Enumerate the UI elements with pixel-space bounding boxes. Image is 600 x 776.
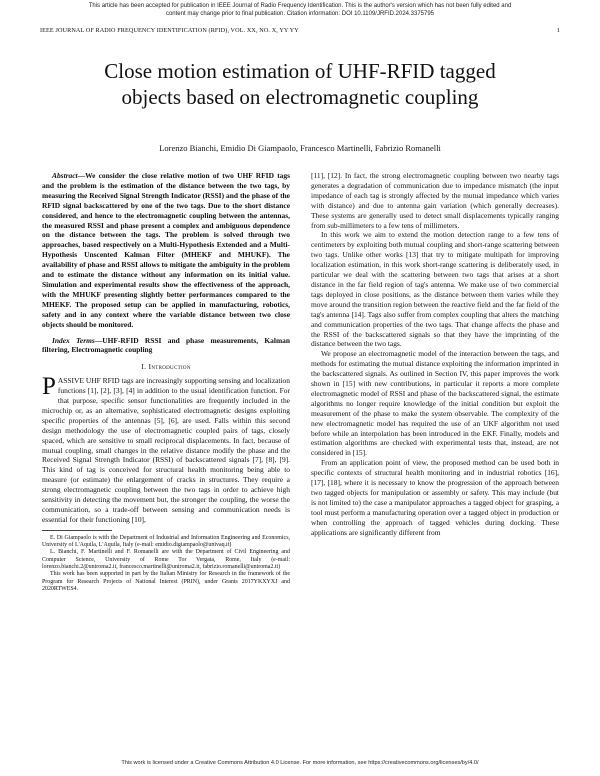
- section-heading-introduction: I. Introduction: [141, 362, 191, 372]
- index-terms-text: UHF-RFID RSSI and phase measurements, Kalman filtering, Electromagnetic coupling: [42, 335, 290, 355]
- paper-title: [30, 58, 570, 110]
- banner-line-2: content may change prior to final publication. Citation information: DOI 10.1109/JRFID.2024.3375795: [165, 11, 435, 17]
- intro-lead-word: ASSIVE: [57, 376, 84, 386]
- body-paragraph-4: From an application point of view, the proposed method can be used both in specific contexts of structural health monitoring and in industrial robotics [16], [17], [18], where it is necessary to know the progression of the approach between two tagged objects for manipulation or assembly or safety. This may include (but is not limited to) the case a manipulator approaches a tagged object for grasping, a tool must perform a manufacturing operation over a tagged object in production or when controlling the approach of tagged vehicles during docking. These applications are significantly different from: [311, 458, 559, 537]
- journal-header: IEEE JOURNAL OF RADIO FREQUENCY IDENTIFICATION (RFID), VOL. XX, NO. X, YY YY: [40, 27, 299, 34]
- body-paragraph-3: We propose an electromagnetic model of the interaction between the tags, and methods for estimating the mutual distance exploiting the information imprinted in the backscattered signals. As outlined in Section IV, this paper improves the work shown in [15] with new contributions, in particular it reports a more complete electromagnetic model of RSSI and phase of the backscattered signal, the estimate algorithms no longer require knowledge of the initial condition but exploit the measurement of the phase to make the system observable. The complexity of the new electromagnetic model has required the use of an UKF algorithm not used before while an interpolation has been introduced in the EKF. Finally, models and estimation algorithms are checked with experimental tests that, instead, are not considered in [15].: [311, 349, 559, 458]
- body-paragraph-1: [11], [12]. In fact, the strong electromagnetic coupling between two nearby tags generates a degradation of communication due to impedance mismatch (the input impedance of each tag is strongly affected by the mutual impedance which varies with distance) and due to antenna gain variation (which generally decreases). These systems are generally used to detect small displacements typically ranging from sub-millimeters to a few tens of millimeters.: [311, 171, 559, 230]
- drop-cap: P: [42, 373, 56, 401]
- title-line-2: objects based on electromagnetic coupling: [121, 85, 479, 109]
- banner-line-1: This article has been accepted for publication in IEEE Journal of Radio Frequency Identification. This is the author's version which has not been fully edited and: [88, 3, 512, 9]
- abstract: Abstract—We consider the close relative motion of two UHF RFID tags and the problem is the estimation of the distance between the two tags, by measuring the Received Signal Strength Indicator (RSSI) and the phase of the RFID signal backscattered by one of the two tags. Due to the short distance considered, and hence to the electromagnetic coupling between the antennas, the measured RSSI and phase present a complex and ambiguous dependence on the distance between the tags. The problem is solved through two approaches, based respectively on a Multi-Hypothesis Extended and a Multi-Hypothesis Unscented Kalman Filter (MHEKF and MHUKF). The availability of phase and RSSI allows to mitigate the ambiguity in the problem and to estimate the distance without any information on its initial value. Simulation and experimental results show the effectiveness of the approach, with the MHUKF presenting slightly better performances compared to the MHEKF. The proposed setup can be applied in manufacturing, robotics, safety and in any context where the variable distance between two close objects should be monitored.: [42, 171, 290, 329]
- index-terms-label: Index Terms: [52, 335, 95, 345]
- right-column: [311, 171, 559, 538]
- intro-paragraph: [42, 373, 290, 525]
- abstract-label: Abstract: [52, 171, 78, 180]
- left-column: [42, 171, 290, 593]
- page-number: 1: [556, 27, 560, 34]
- footnote-divider: [42, 530, 112, 531]
- body-paragraph-2: In this work we aim to extend the motion detection range to a few tens of centimeters by exploiting both mutual coupling and short-range scattering between two tags. Unlike other works [13] that try to mitigate multipath for improving localization estimation, in this work short-range scattering is deliberately used, in particular we deal with the scattering between two tags that arises at a short distance in the far field region of tag's antenna. We make use of two commercial tags deployed in close positions, as the distance between them varies while they move around the transition region between the reactive field and the far field of the tag's antenna [14]. Tags also suffer from complex coupling that alters the matching and communication properties of the two tags. That change affects the phase and the RSSI of the backscattered signals so that they have the imprinting of the distance between the two tags.: [311, 230, 559, 349]
- footnote-funding: This work has been supported in part by the Italian Ministry for Research in the framework of the Program for Research Projects of National Interest (PRIN), under Grants 2017YKXYXJ and 2020RTWES4.: [42, 571, 290, 592]
- intro-paragraph-text: UHF RFID tags are increasingly supporting sensing and localization functions [1], [2], [3], [4] in addition to the usual identification function. For that purpose, specific sensor functionalities are frequently included in the microchip or, as an alternative, sophisticated electromagnetic designs exploiting specific properties of the antennas [5], [6], are used. Falls within this second design methodology the use of electromagnetic coupled pairs of tags, closely spaced, which are sensitive to small reciprocal displacements. In fact, because of mutual coupling, small changes in the relative distance modify the phase and the Received Signal Strength Indicator (RSSI) of backscattered signals [7], [8], [9]. This kind of tag is conceived for structural health monitoring being able to measure (or estimate) the enlargement of cracks in structures. They require a strong electromagnetic coupling between the two tags in order to achieve high sensitivity in detecting the movement but, the stronger the coupling, the worse the communication, so a trade-off between sensing and communication needs is essential for their functioning [10],: [42, 376, 290, 524]
- index-terms: Index Terms—UHF-RFID RSSI and phase measurements, Kalman filtering, Electromagnetic coupling: [42, 335, 290, 355]
- footnote-affiliation-2: L. Bianchi, F. Martinelli and F. Romanelli are with the Department of Civil Engineering and Computer Science, University of Rome Tor Vergata, Rome, Italy (e-mail: lorenzo.bianchi.2@uniroma2.it, francesco.martinelli@uniroma2.it, fabrizio.romanelli@uniroma2.it): [42, 549, 290, 570]
- license-footer: This work is licensed under a Creative Commons Attribution 4.0 License. For more information, see https://creativecommons.org/licenses/by/4.0/: [121, 760, 479, 766]
- footnote-affiliation-1: E. Di Giampaolo is with the Department of Industrial and Information Engineering and Economics, University of L'Aquila, L'Aquila, Italy (e-mail: emidio.digiampaolo@univaq.it): [42, 534, 290, 549]
- abstract-text: We consider the close relative motion of two UHF RFID tags and the problem is the estimation of the distance between the two tags, by measuring the Received Signal Strength Indicator (RSSI) and the phase of the RFID signal backscattered by one of the two tags. Due to the short distance considered, and hence to the electromagnetic coupling between the antennas, the measured RSSI and phase present a complex and ambiguous dependence on the distance between the tags. The problem is solved through two approaches, based respectively on a Multi-Hypothesis Extended and a Multi-Hypothesis Unscented Kalman Filter (MHEKF and MHUKF). The availability of phase and RSSI allows to mitigate the ambiguity in the problem and to estimate the distance without any information on its initial value. Simulation and experimental results show the effectiveness of the approach, with the MHUKF presenting slightly better performances compared to the MHEKF. The proposed setup can be applied in manufacturing, robotics, safety and in any context where the variable distance between two close objects should be monitored.: [42, 171, 290, 329]
- title-line-1: Close motion estimation of UHF-RFID tagged: [104, 59, 496, 83]
- publication-banner: [0, 2, 600, 18]
- author-list: Lorenzo Bianchi, Emidio Di Giampaolo, Francesco Martinelli, Fabrizio Romanelli: [159, 143, 441, 153]
- running-head: [40, 27, 560, 35]
